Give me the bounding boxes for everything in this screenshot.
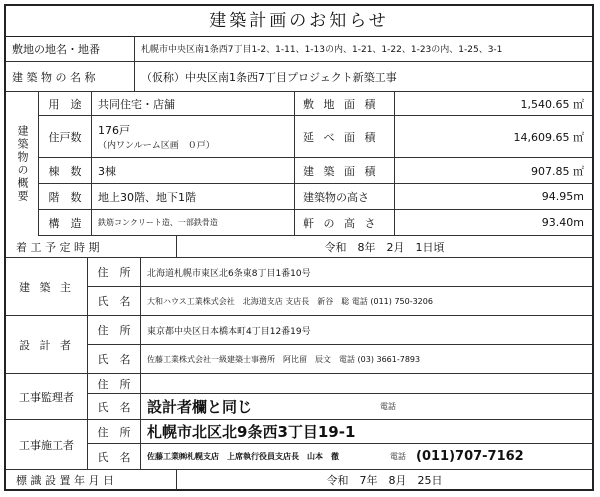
overview-row-structure bbox=[39, 210, 592, 236]
contractor-name-label: 氏 名 bbox=[97, 450, 131, 464]
building-name-label: 建 築 物 の 名 称 bbox=[12, 70, 96, 84]
floors-value: 地上30階、地下1階 bbox=[91, 184, 294, 209]
designer-label-cell bbox=[6, 316, 88, 374]
building-name-value: （仮称）中央区南1条西7丁目プロジェクト新築工事 bbox=[134, 62, 592, 91]
supervisor-label-cell bbox=[6, 374, 88, 420]
site-row bbox=[6, 36, 592, 62]
eave-height-value: 93.40m bbox=[394, 210, 592, 235]
supervisor-address-row bbox=[88, 374, 592, 394]
supervisor-address-label: 住 所 bbox=[97, 377, 131, 391]
owner-address: 北海道札幌市東区北6条東8丁目1番10号 bbox=[140, 258, 592, 286]
designer-address-row bbox=[88, 316, 592, 345]
posted-value: 令和 7年 8月 25日 bbox=[176, 470, 592, 489]
contractor-label: 工事施工者 bbox=[19, 438, 74, 452]
units-label: 住戸数 bbox=[48, 130, 82, 144]
posted-label: 標 識 設 置 年 月 日 bbox=[16, 473, 114, 487]
building-notice-board bbox=[4, 4, 594, 491]
contractor-address: 札幌市北区北9条西3丁目19-1 bbox=[140, 420, 592, 443]
buildings-label: 棟 数 bbox=[48, 164, 82, 178]
designer-name: 佐藤工業株式会社一級建築士事務所 阿比留 辰文 電話 (03) 3661-7893 bbox=[140, 345, 592, 373]
overview-side-text: 建築物の概要 bbox=[16, 125, 29, 203]
contractor-name: 佐藤工業㈱札幌支店 上席執行役員支店長 山本 徹 bbox=[140, 444, 390, 469]
start-row bbox=[6, 236, 592, 258]
overview-row-units bbox=[39, 116, 592, 158]
contractor-address-label: 住 所 bbox=[97, 425, 131, 439]
owner-label-cell bbox=[6, 258, 88, 316]
buildings-value: 3棟 bbox=[91, 158, 294, 183]
site-area-value: 1,540.65 ㎡ bbox=[394, 92, 592, 115]
supervisor-name-row bbox=[88, 394, 592, 420]
supervisor-phone-label: 電話 bbox=[380, 402, 396, 411]
owner-address-row bbox=[88, 258, 592, 287]
owner-name: 大和ハウス工業株式会社 北海道支店 支店長 新谷 聡 電話 (011) 750-3206 bbox=[140, 287, 592, 315]
designer-label: 設 計 者 bbox=[19, 338, 74, 352]
posted-row bbox=[6, 470, 592, 489]
overview-side-label bbox=[6, 92, 39, 236]
height-value: 94.95m bbox=[394, 184, 592, 209]
units-value: 176戸 bbox=[98, 124, 130, 137]
notice-title: 建築計画のお知らせ bbox=[6, 6, 592, 37]
structure-value: 鉄筋コンクリート造、一部鉄骨造 bbox=[91, 210, 294, 235]
floor-area-label: 延 べ 面 積 bbox=[294, 116, 394, 157]
start-value: 令和 8年 2月 1日頃 bbox=[176, 236, 592, 257]
supervisor-name: 設計者欄と同じ bbox=[140, 394, 380, 419]
owner-address-label: 住 所 bbox=[97, 266, 131, 279]
building-area-value: 907.85 ㎡ bbox=[394, 158, 592, 183]
floors-label: 階 数 bbox=[48, 190, 82, 204]
designer-address: 東京都中央区日本橋本町4丁目12番19号 bbox=[140, 316, 592, 344]
supervisor-address bbox=[140, 374, 592, 393]
use-value: 共同住宅・店舗 bbox=[91, 92, 294, 115]
structure-label: 構 造 bbox=[48, 216, 82, 230]
units-value-cell bbox=[91, 116, 294, 157]
designer-name-label: 氏 名 bbox=[97, 353, 131, 366]
height-label: 建築物の高さ bbox=[294, 184, 394, 209]
owner-name-label: 氏 名 bbox=[97, 295, 131, 308]
contractor-name-row bbox=[88, 444, 592, 470]
overview-row-use bbox=[39, 92, 592, 116]
use-label: 用 途 bbox=[48, 97, 82, 111]
contractor-address-row bbox=[88, 420, 592, 444]
supervisor-label: 工事監理者 bbox=[19, 390, 74, 404]
building-area-label: 建 築 面 積 bbox=[294, 158, 394, 183]
site-label: 敷地の地名・地番 bbox=[12, 42, 100, 56]
contractor-phone: (011)707-7162 bbox=[416, 449, 524, 464]
overview-row-buildings bbox=[39, 158, 592, 184]
units-sub: （内ワンルーム区画 ０戸） bbox=[98, 141, 215, 151]
site-area-label: 敷 地 面 積 bbox=[294, 92, 394, 115]
floor-area-value: 14,609.65 ㎡ bbox=[394, 116, 592, 157]
contractor-phone-label: 電話 bbox=[390, 452, 406, 461]
owner-name-row bbox=[88, 287, 592, 316]
designer-name-row bbox=[88, 345, 592, 374]
contractor-label-cell bbox=[6, 420, 88, 470]
owner-label: 建 築 主 bbox=[19, 280, 74, 294]
overview-row-floors bbox=[39, 184, 592, 210]
building-name-row bbox=[6, 62, 592, 92]
supervisor-name-label: 氏 名 bbox=[97, 400, 131, 414]
designer-address-label: 住 所 bbox=[97, 324, 131, 337]
start-label: 着 工 予 定 時 期 bbox=[16, 240, 100, 254]
site-value: 札幌市中央区南1条西7丁目1-2、1-11、1-13の内、1-21、1-22、1-23の内、1-25、3-1 bbox=[134, 36, 592, 61]
eave-height-label: 軒 の 高 さ bbox=[294, 210, 394, 235]
